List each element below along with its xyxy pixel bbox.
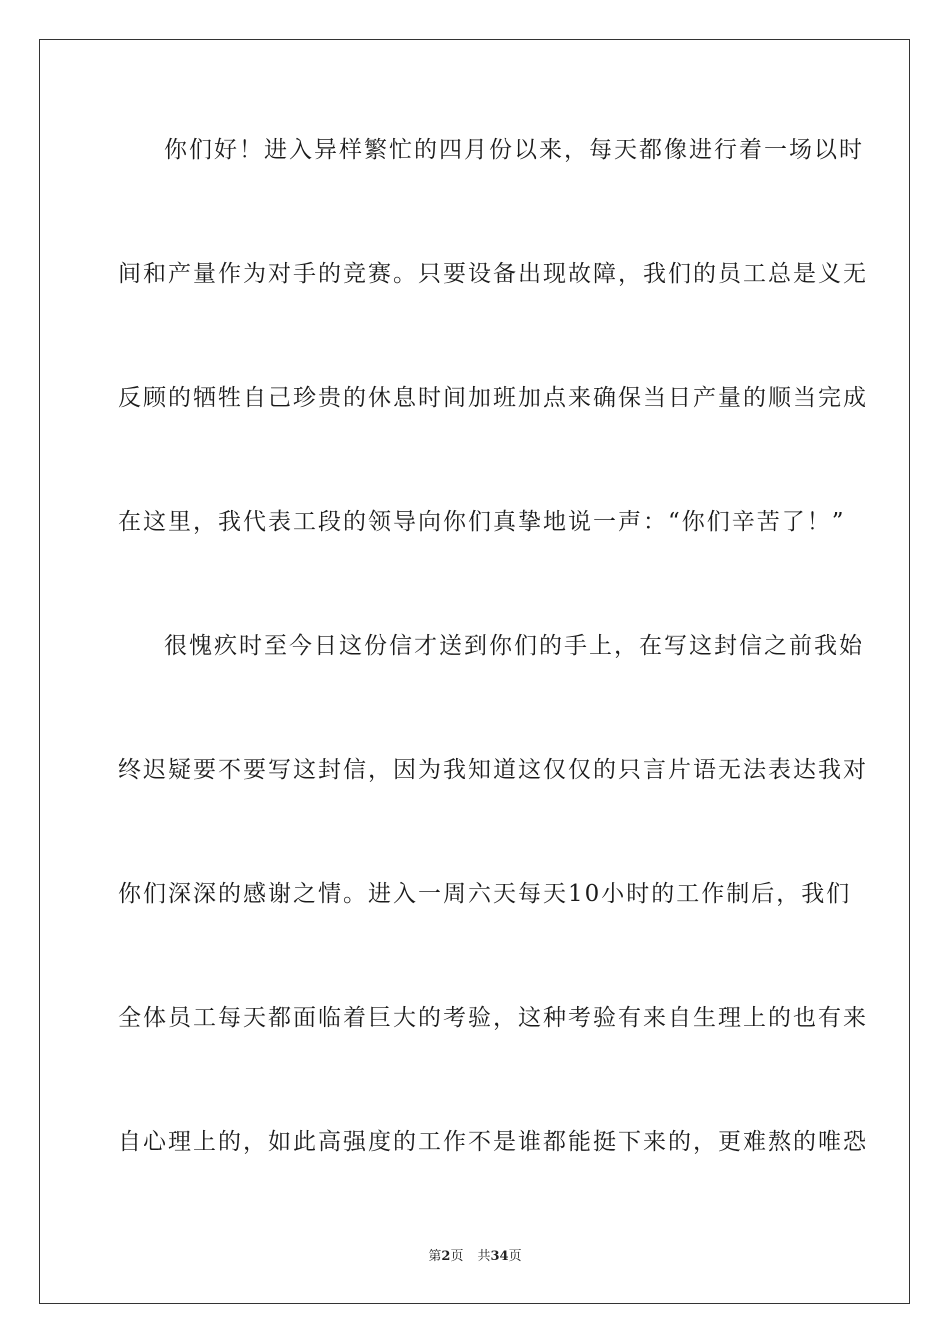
paragraph-line-5: 很愧疚时至今日这份信才送到你们的手上，在写这封信之前我始 — [164, 633, 864, 659]
page-border — [39, 39, 910, 1304]
paragraph-line-8: 全体员工每天都面临着巨大的考验，这种考验有来自生理上的也有来 — [118, 1005, 868, 1031]
page-prefix: 第 — [428, 1249, 442, 1264]
page-suffix: 页 — [450, 1249, 464, 1264]
total-prefix: 共 — [477, 1249, 491, 1264]
paragraph-line-3: 反顾的牺牲自己珍贵的休息时间加班加点来确保当日产量的顺当完成 — [118, 385, 868, 411]
total-page-number: 34 — [490, 1249, 509, 1264]
paragraph-line-4: 在这里，我代表工段的领导向你们真挚地说一声：“你们辛苦了！” — [118, 509, 846, 535]
paragraph-line-7: 你们深深的感谢之情。进入一周六天每天10小时的工作制后，我们 — [118, 881, 852, 907]
paragraph-line-9: 自心理上的，如此高强度的工作不是谁都能挺下来的，更难熬的唯恐 — [118, 1129, 868, 1155]
page-footer — [0, 1248, 950, 1266]
paragraph-line-2: 间和产量作为对手的竞赛。只要设备出现故障，我们的员工总是义无 — [118, 261, 868, 287]
paragraph-line-6: 终迟疑要不要写这封信，因为我知道这仅仅的只言片语无法表达我对 — [118, 757, 868, 783]
paragraph-line-1: 你们好！进入异样繁忙的四月份以来，每天都像进行着一场以时 — [164, 137, 864, 163]
current-page-number: 2 — [441, 1249, 451, 1264]
total-suffix: 页 — [508, 1249, 522, 1264]
